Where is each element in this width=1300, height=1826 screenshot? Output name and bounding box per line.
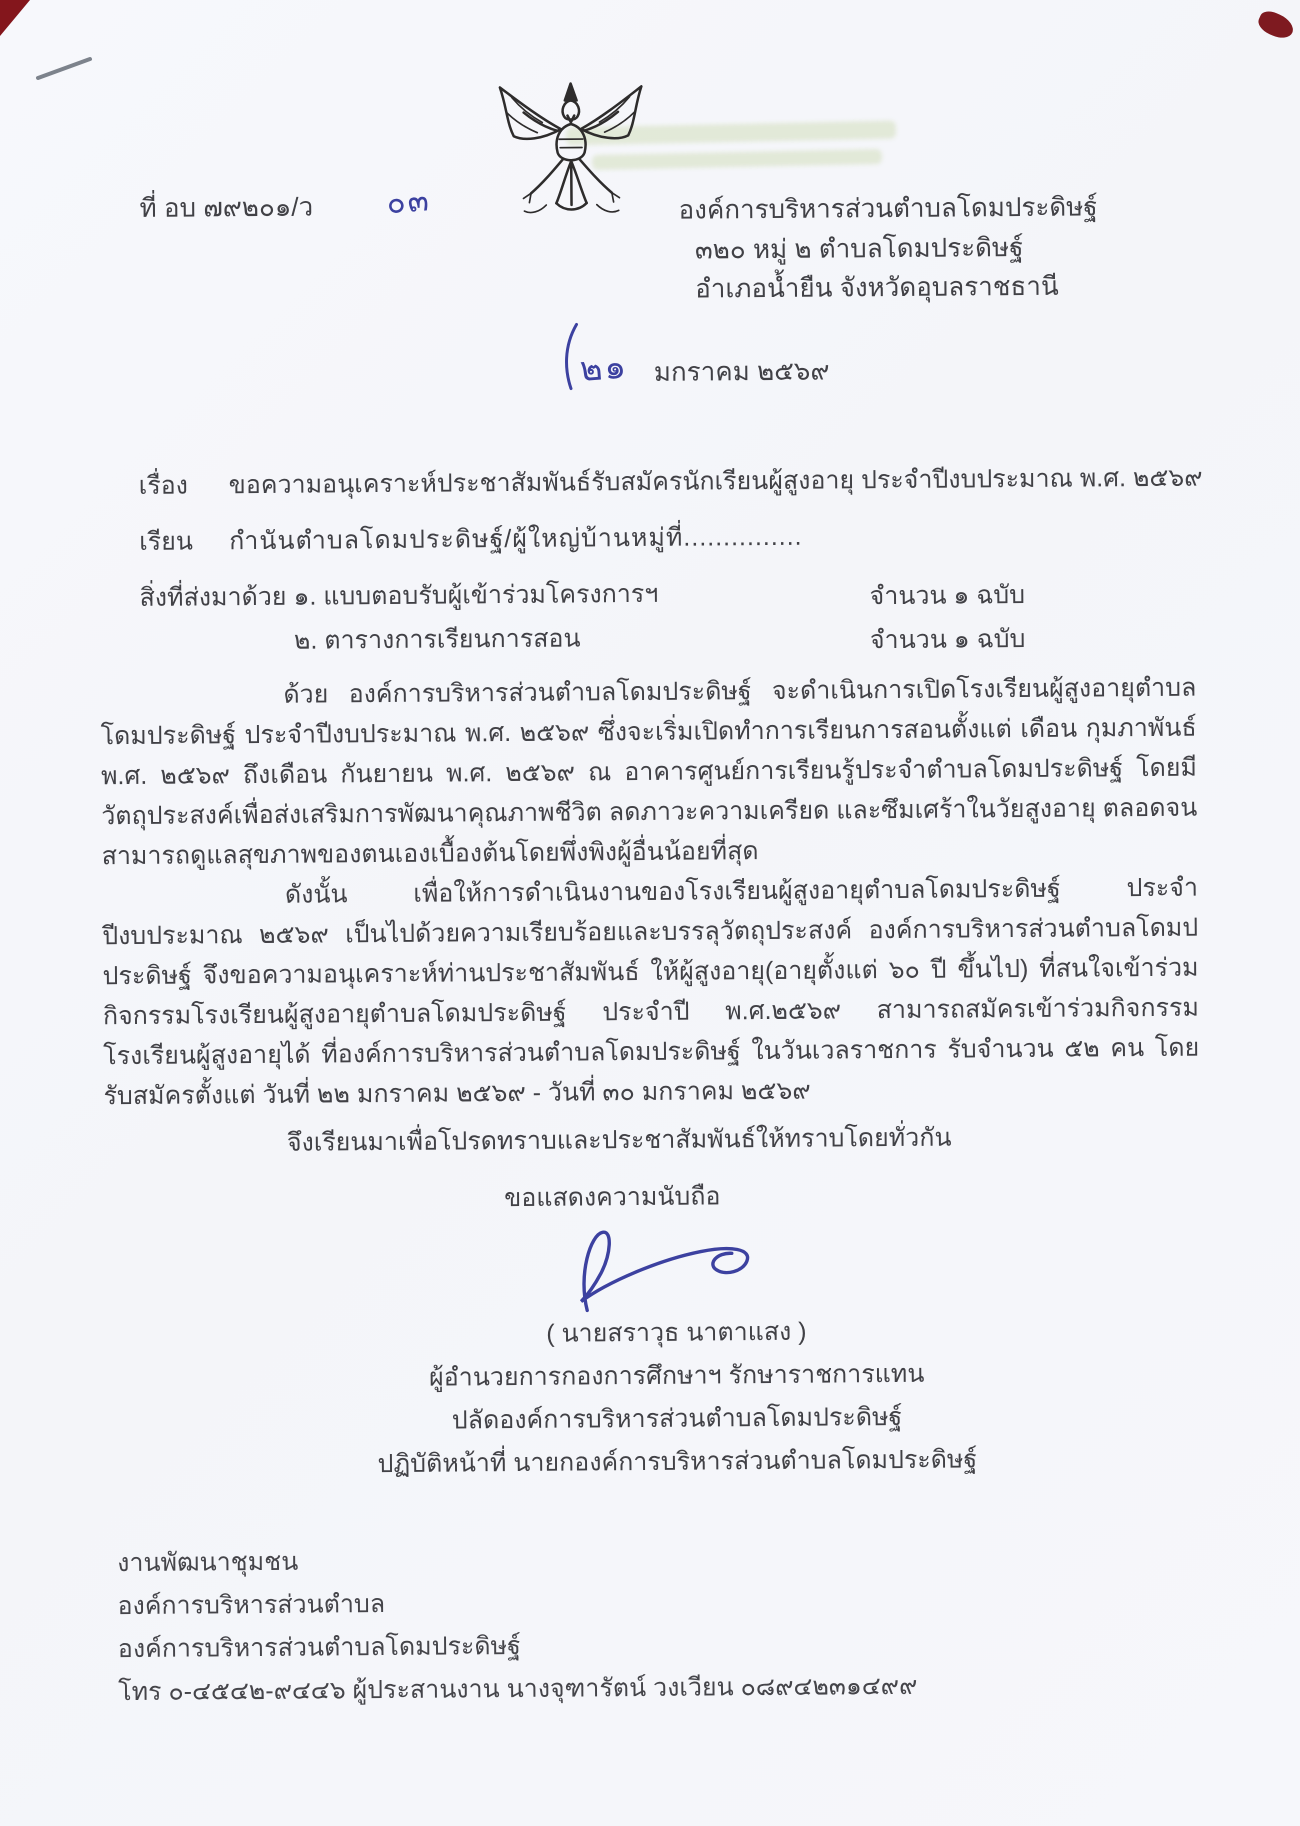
footer-line: องค์การบริหารส่วนตำบล	[117, 1590, 386, 1621]
footer-line: องค์การบริหารส่วนตำบลโดมประดิษฐ์	[117, 1631, 521, 1664]
to-text: กำนันตำบลโดมประดิษฐ์/ผู้ใหญ่บ้านหมู่ที่...............	[229, 522, 803, 556]
ref-number	[139, 187, 313, 229]
signer-name: ( นายสราวุธ นาตาแสง )	[546, 1317, 807, 1348]
attachment-item: ๒. ตารางการเรียนการสอน	[293, 624, 581, 655]
salutation: ขอแสดงความนับถือ	[504, 1182, 721, 1213]
to-label: เรียน	[139, 527, 193, 556]
ref-number-printed: ที่ อบ ๗๙๒๐๑/ว	[139, 191, 314, 223]
org-name-line: องค์การบริหารส่วนตำบลโดมประดิษฐ์	[678, 191, 1098, 225]
footer-contact-block	[117, 1536, 918, 1714]
signer-title: ปฏิบัติหน้าที่ นายกองค์การบริหารส่วนตำบลโดมประดิษฐ์	[377, 1445, 978, 1479]
attachments-label: สิ่งที่ส่งมาด้วย	[139, 582, 287, 612]
signature-ink	[551, 1219, 782, 1319]
attachment-count: จำนวน ๑ ฉบับ	[869, 624, 1026, 655]
subject-text: ขอความอนุเคราะห์ประชาสัมพันธ์รับสมัครนักเรียนผู้สูงอายุ ประจำปีงบประมาณ พ.ศ. ๒๕๖๙	[228, 463, 1203, 500]
footer-line: โทร ๐-๔๕๔๒-๙๔๔๖ ผู้ประสานงาน นางจุฑารัตน์ วงเวียน ๐๘๙๔๒๓๑๔๙๙	[118, 1671, 918, 1707]
org-address-line: ๓๒๐ หมู่ ๒ ตำบลโดมประดิษฐ์	[694, 231, 1024, 265]
body-paragraph-2: ดังนั้น เพื่อให้การดำเนินงานของโรงเรียนผู้สูงอายุตำบลโดมประดิษฐ์ ประจำปีงบประมาณ ๒๕๖๙ เป็นไปด้วยความเรียบร้อยและบรรลุวัตถุประสงค์ องค์การบริหารส่วนตำบลโดมปประดิษฐ์ จึงขอความอนุเคราะห์ท่านประชาสัมพันธ์ ให้ผู้สูงอายุ(อายุตั้งแต่ ๖๐ ปี ขึ้นไป) ที่สนใจเข้าร่วมกิจกรรมโรงเรียนผู้สูงอายุตำบลโดมประดิษฐ์ ประจำปี พ.ศ.๒๕๖๙ สามารถสมัครเข้าร่วมกิจกรรมโรงเรียนผู้สูงอายุได้ ที่องค์การบริหารส่วนตำบลโดมประดิษฐ์ ในวันเวลราชการ รับจำนวน ๕๒ คน โดยรับสมัครตั้งแต่ วันที่ ๒๒ มกราคม ๒๕๖๙ - วันที่ ๓๐ มกราคม ๒๕๖๙	[102, 873, 1200, 1111]
org-address-line: อำเภอน้ำยืน จังหวัดอุบลราชธานี	[695, 270, 1059, 304]
signer-block	[376, 1309, 977, 1486]
closing-line: จึงเรียนมาเพื่อโปรดทราบและประชาสัมพันธ์ให้ทราบโดยทั่วกัน	[286, 1123, 952, 1157]
attachment-item: ๑. แบบตอบรับผู้เข้าร่วมโครงการฯ	[293, 579, 659, 611]
signer-title: ปลัดองค์การบริหารส่วนตำบลโดมประดิษฐ์	[451, 1402, 903, 1435]
attachment-count: จำนวน ๑ ฉบับ	[869, 580, 1026, 611]
ref-number-handwritten: ๐๓	[385, 182, 432, 221]
body-paragraph-1: ด้วย องค์การบริหารส่วนตำบลโดมประดิษฐ์ จะดำเนินการเปิดโรงเรียนผู้สูงอายุตำบลโดมประดิษฐ์ ประจำปีงบประมาณ พ.ศ. ๒๕๖๙ ซึ่งจะเริ่มเปิดทำการเรียนการสอนตั้งแต่ เดือน กุมภาพันธ์ พ.ศ. ๒๕๖๙ ถึงเดือน กันยายน พ.ศ. ๒๕๖๙ ณ อาคารศูนย์การเรียนรู้ประจำตำบลโดมประดิษฐ์ โดยมีวัตถุประสงค์เพื่อส่งเสริมการพัฒนาคุณภาพชีวิต ลดภาวะความเครียด และซึมเศร้าในวัยสูงอายุ ตลอดจนสามารถดูแลสุขภาพของตนเองเบื้องต้นโดยพึ่งพิงผู้อื่นน้อยที่สุด	[100, 673, 1198, 871]
date-printed: มกราคม ๒๕๖๙	[653, 355, 830, 387]
garuda-emblem-icon	[486, 78, 657, 239]
signer-title: ผู้อำนวยการกองการศึกษาฯ รักษาราชการแทน	[428, 1359, 925, 1392]
footer-line: งานพัฒนาชุมชน	[117, 1547, 299, 1578]
date-day-handwritten: ๒๑	[578, 347, 630, 390]
subject-label: เรื่อง	[138, 471, 189, 500]
